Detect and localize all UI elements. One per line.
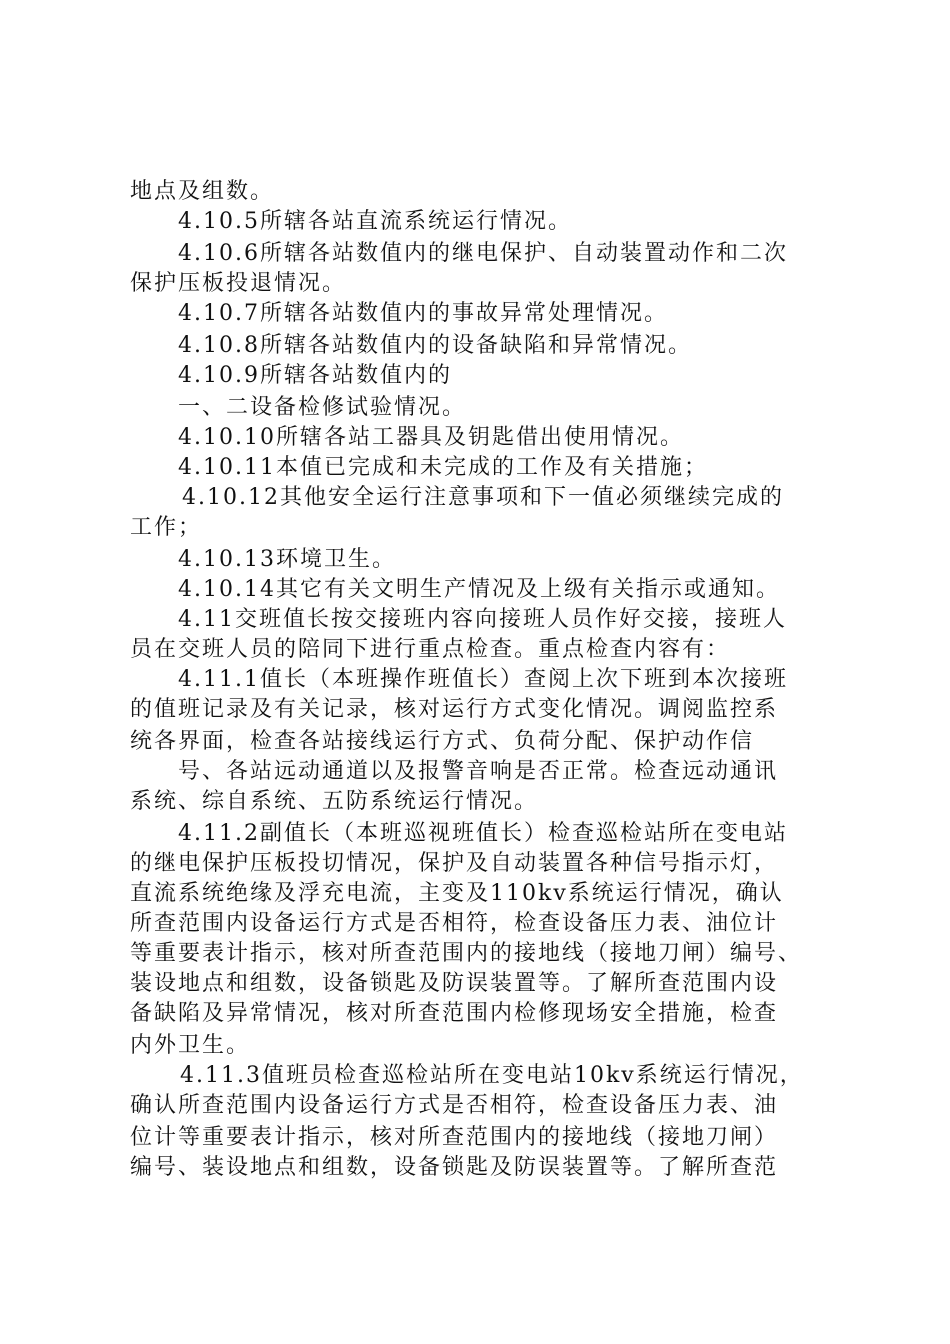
text-line: 号、各站远动通道以及报警音响是否正常。检查远动通讯 [178, 759, 779, 784]
text-line: 4.10.5所辖各站直流系统运行情况。 [178, 209, 572, 234]
text-line: 4.11交班值长按交接班内容向接班人员作好交接，接班人 [178, 607, 787, 632]
text-line: 内外卫生。 [130, 1033, 251, 1058]
text-line: 4.10.7所辖各站数值内的事故异常处理情况。 [178, 301, 668, 326]
text-line: 员在交班人员的陪同下进行重点检查。重点检查内容有： [130, 637, 731, 662]
text-line: 备缺陷及异常情况，核对所查范围内检修现场安全措施，检查 [130, 1001, 779, 1026]
text-line: 一、二设备检修试验情况。 [178, 395, 467, 420]
text-line: 直流系统绝缘及浮充电流，主变及110kv系统运行情况，确认 [130, 881, 784, 906]
text-line: 4.11.1值长（本班操作班值长）查阅上次下班到本次接班 [178, 667, 788, 692]
text-line: 保护压板投退情况。 [130, 271, 347, 296]
text-line: 4.10.13环境卫生。 [178, 547, 396, 572]
text-line: 4.11.2副值长（本班巡视班值长）检查巡检站所在变电站 [178, 821, 788, 846]
text-line: 4.10.8所辖各站数值内的设备缺陷和异常情况。 [178, 333, 692, 358]
text-line: 4.10.12其他安全运行注意事项和下一值必须继续完成的 [182, 485, 784, 510]
text-line: 4.10.6所辖各站数值内的继电保护、自动装置动作和二次 [178, 241, 788, 266]
text-line: 位计等重要表计指示，核对所查范围内的接地线（接地刀闸） [130, 1125, 779, 1150]
text-line: 地点及组数。 [130, 179, 275, 204]
text-line: 工作； [130, 515, 203, 540]
text-line: 4.10.10所辖各站工器具及钥匙借出使用情况。 [178, 425, 684, 450]
text-line: 确认所查范围内设备运行方式是否相符，检查设备压力表、油 [130, 1093, 779, 1118]
text-line: 4.10.9所辖各站数值内的 [178, 363, 452, 388]
text-line: 装设地点和组数，设备锁匙及防误装置等。了解所查范围内设 [130, 971, 779, 996]
text-line: 编号、装设地点和组数，设备锁匙及防误装置等。了解所查范 [130, 1155, 779, 1180]
text-line: 的值班记录及有关记录，核对运行方式变化情况。调阅监控系 [130, 697, 779, 722]
text-line: 的继电保护压板投切情况，保护及自动装置各种信号指示灯， [130, 851, 779, 876]
text-line: 等重要表计指示，核对所查范围内的接地线（接地刀闸）编号、 [130, 941, 803, 966]
text-line: 4.10.11本值已完成和未完成的工作及有关措施； [178, 455, 708, 480]
text-line: 4.10.14其它有关文明生产情况及上级有关指示或通知。 [178, 577, 780, 602]
text-line: 系统、综自系统、五防系统运行情况。 [130, 789, 539, 814]
text-line: 4.11.3值班员检查巡检站所在变电站10kv系统运行情况， [180, 1063, 804, 1088]
text-line: 统各界面，检查各站接线运行方式、负荷分配、保护动作信 [130, 729, 755, 754]
text-line: 所查范围内设备运行方式是否相符，检查设备压力表、油位计 [130, 911, 779, 936]
